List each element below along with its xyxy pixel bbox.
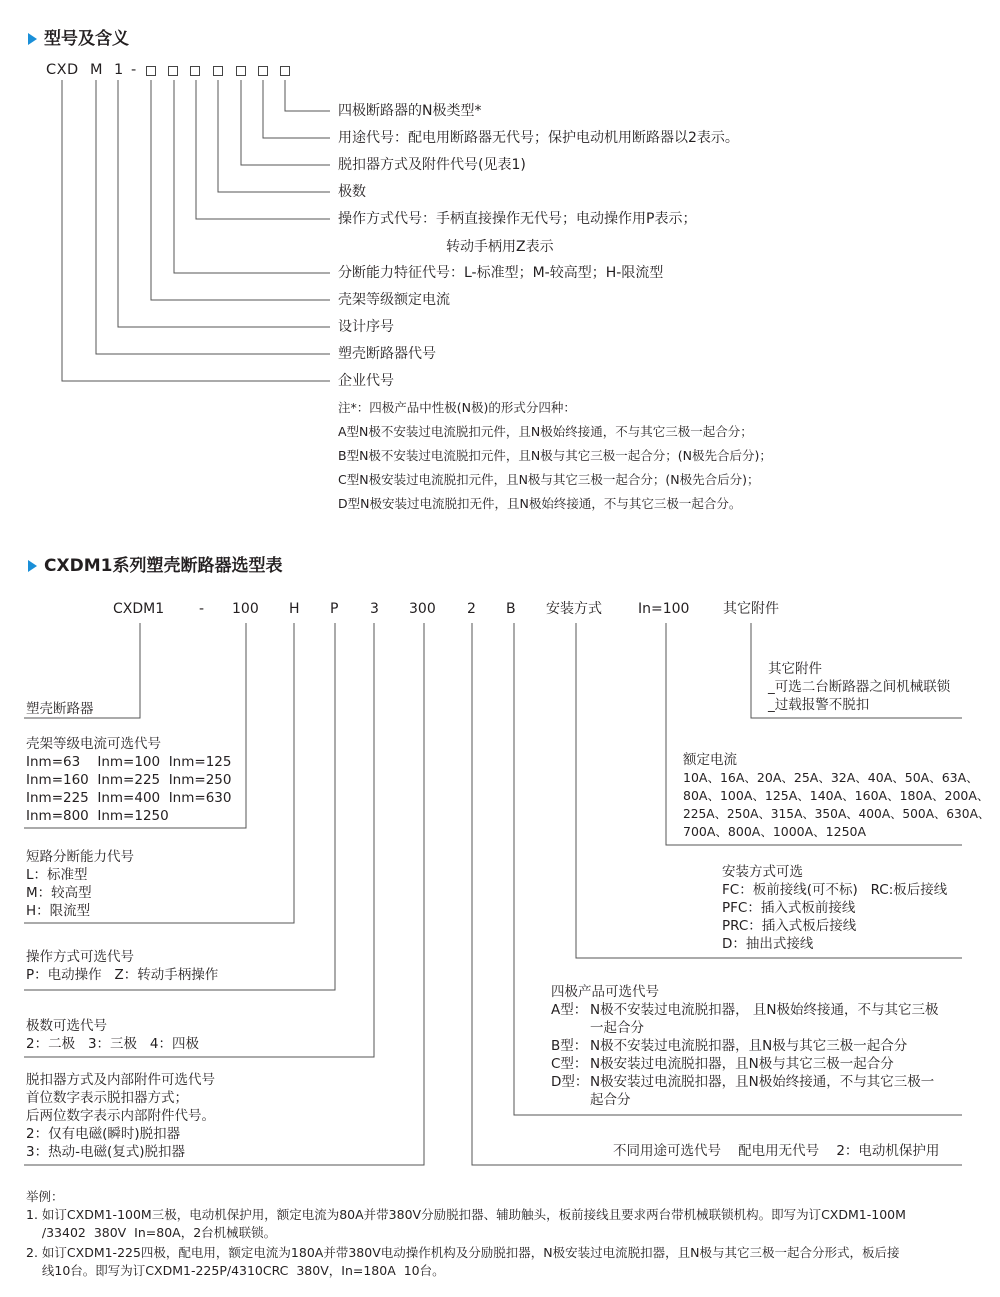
sel-code-breaking: H [289,601,300,617]
rated-row: 225A、250A、315A、350A、400A、500A、630A、 [683,806,991,821]
poles-row: 2：二极 3：三极 4：四极 [26,1036,200,1052]
item-trip-code: 脱扣器方式及附件代号(见表1) [338,157,526,173]
sel-code-cxdm1: CXDM1 [113,601,165,617]
sel-code-poles: 3 [370,601,379,617]
poles-title: 极数可选代号 [26,1018,107,1034]
frame-row: Inm=225 Inm=400 Inm=630 [26,790,232,806]
breaking-row: H：限流型 [26,903,91,919]
accessory-row: _可选二台断路器之间机械联锁 [768,679,951,695]
rated-row: 80A、100A、125A、140A、160A、180A、200A、 [683,788,990,803]
frame-row: Inm=63 Inm=100 Inm=125 [26,754,232,770]
item-operation-cont: 转动手柄用Z表示 [446,239,554,255]
section2-title: CXDM1系列塑壳断路器选型表 [44,556,283,576]
item-design-no: 设计序号 [338,319,394,335]
four-pole-desc: N极不安装过电流脱扣器，且N极与其它三极一起合分 [590,1038,908,1054]
accessory-row: _过载报警不脱扣 [768,697,870,713]
trip-row: 3：热动-电磁(复式)脱扣器 [26,1144,185,1160]
trip-row: 首位数字表示脱扣器方式； [26,1090,188,1106]
note-line: D型N极安装过电流脱扣无件，且N极始终接通，不与其它三极一起合分。 [338,496,742,511]
mounting-row: FC：板前接线(可不标) RC:板后接线 [722,882,948,898]
usage-row: 不同用途可选代号 配电用无代号 2：电动机保护用 [613,1143,940,1159]
operation-row: P：电动操作 Z：转动手柄操作 [26,967,219,983]
code-dash: - [131,62,137,78]
note-line: B型N极不安装过电流脱扣元件，且N极与其它三极一起合分；(N极先合后分)； [338,448,772,463]
item-n-pole-type: 四极断路器的N极类型* [338,103,482,119]
frame-row: Inm=160 Inm=225 Inm=250 [26,772,232,788]
item-poles: 极数 [338,184,366,200]
breaking-title: 短路分断能力代号 [26,849,134,865]
breaker-label: 塑壳断路器 [26,701,94,717]
sel-code-rated: In=100 [638,601,690,617]
mounting-row: 安装方式可选 [722,864,803,880]
four-pole-type: A型： [551,1002,588,1018]
item-company-code: 企业代号 [338,373,394,389]
code-1: 1 [114,62,124,78]
note-line: A型N极不安装过电流脱扣元件，且N极始终接通，不与其它三极一起合分； [338,424,753,439]
section1-title: 型号及含义 [44,29,129,49]
example-title: 举例： [26,1189,64,1204]
sel-code-usage: 2 [467,601,476,617]
accessory-row: 其它附件 [768,661,822,677]
four-pole-type: D型： [551,1074,589,1090]
frame-row: Inm=800 Inm=1250 [26,808,169,824]
sel-code-dash: - [199,601,205,617]
item-breaker-code: 塑壳断路器代号 [338,346,436,362]
code-m: M [90,62,104,78]
sel-code-npole: B [506,601,516,617]
rated-row: 700A、800A、1000A、1250A [683,824,867,839]
note-line: 注*：四极产品中性极(N极)的形式分四种： [338,400,576,415]
trip-row: 脱扣器方式及内部附件可选代号 [26,1072,215,1088]
four-pole-desc: N极不安装过电流脱扣器， 且N极始终接通，不与其它三极 [590,1002,939,1018]
four-pole-desc: 起合分 [590,1092,631,1108]
item-usage-code: 用途代号：配电用断路器无代号；保护电动机用断路器以2表示。 [338,130,739,146]
mounting-row: PRC：插入式板后接线 [722,918,857,934]
four-pole-type: C型： [551,1056,588,1072]
mounting-row: PFC：插入式板前接线 [722,900,856,916]
example-row: 1. 如订CXDM1-100M三极，电动机保护用，额定电流为80A并带380V分励脱扣器、辅助触头，板前接线且要求两台带机械联锁机构。即写为订CXDM1-100M [26,1207,906,1222]
breaking-row: M：较高型 [26,885,92,901]
item-breaking: 分断能力特征代号：L-标准型；M-较高型；H-限流型 [338,265,664,281]
sel-code-mounting: 安装方式 [546,601,602,617]
trip-row: 后两位数字表示内部附件代号。 [26,1108,215,1124]
item-operation: 操作方式代号：手柄直接操作无代号；电动操作用P表示； [338,211,697,227]
example-row: 线10台。即写为订CXDM1-225P/4310CRC 380V，In=180A 10台。 [26,1263,445,1278]
rated-title: 额定电流 [683,752,737,768]
four-pole-desc: N极安装过电流脱扣器，且N极与其它三极一起合分 [590,1056,894,1072]
breaking-row: L：标准型 [26,867,88,883]
frame-title: 壳架等级电流可选代号 [26,736,161,752]
sel-code-trip: 300 [409,601,436,617]
example-row: 2. 如订CXDM1-225四极，配电用，额定电流为180A并带380V电动操作机构及分励脱扣器，N极安装过电流脱扣器，且N极与其它三极一起合分形式，板后接 [26,1245,900,1260]
mounting-row: D：抽出式接线 [722,936,814,952]
trip-row: 2：仅有电磁(瞬时)脱扣器 [26,1126,181,1142]
sel-code-frame: 100 [232,601,259,617]
four-pole-desc: N极安装过电流脱扣器，且N极始终接通，不与其它三极一 [590,1074,935,1090]
code-cxd: CXD [46,62,79,78]
example-row: /33402 380V In=80A，2台机械联锁。 [26,1225,277,1240]
rated-row: 10A、16A、20A、25A、32A、40A、50A、63A、 [683,770,979,785]
sel-code-accessory: 其它附件 [723,601,779,617]
four-pole-desc: 一起合分 [590,1020,644,1036]
note-line: C型N极安装过电流脱扣元件，且N极与其它三极一起合分；(N极先合后分)； [338,472,760,487]
four-pole-type: B型： [551,1038,588,1054]
sel-code-operation: P [330,601,339,617]
item-frame-current: 壳架等级额定电流 [338,292,450,308]
four-pole-title: 四极产品可选代号 [551,984,659,1000]
operation-title: 操作方式可选代号 [26,949,134,965]
